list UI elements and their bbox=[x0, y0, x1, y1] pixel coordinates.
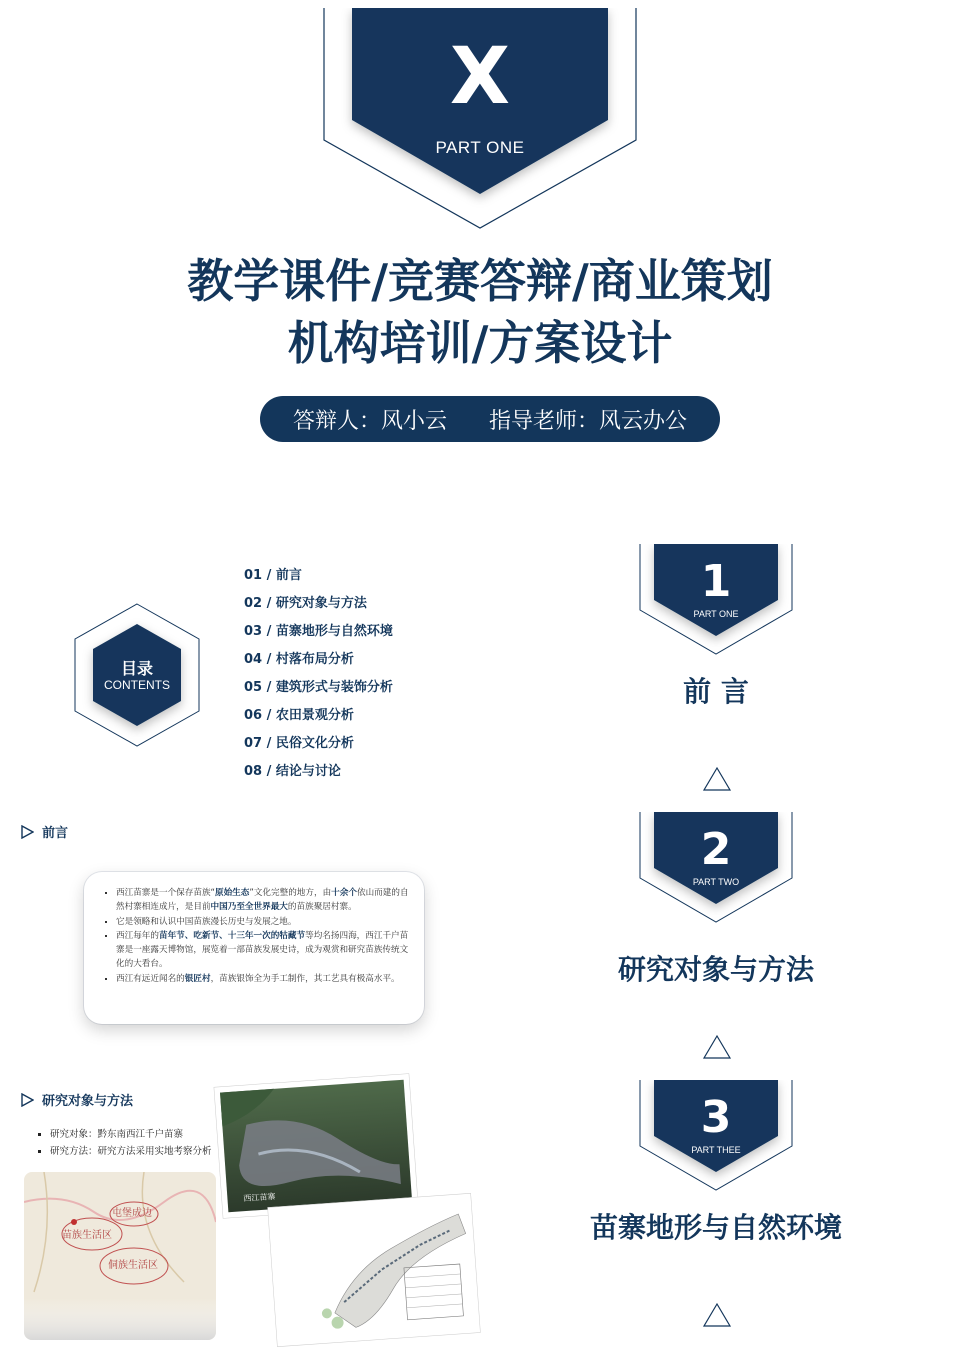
advisor-name: 指导老师：风云办公 bbox=[489, 408, 688, 434]
section-3-part: PART THEE bbox=[691, 1145, 741, 1155]
toc-item[interactable]: 07 / 民俗文化分析 bbox=[244, 736, 354, 751]
section-2-title: 研究对象与方法 bbox=[617, 953, 814, 986]
list-item: ▪ 西江苗寨是一个保存苗族“原始生态”文化完整的地方，由十余个依山而建的自然村寨相连成片，是目前中国乃至全世界最大的苗族聚居村寨。 bbox=[116, 886, 410, 915]
play-triangle-icon bbox=[20, 825, 34, 839]
toc-item[interactable]: 02 / 研究对象与方法 bbox=[244, 596, 367, 611]
intro-card bbox=[84, 872, 424, 1024]
section-1-part: PART ONE bbox=[693, 609, 739, 619]
aerial-village-photo bbox=[214, 1073, 419, 1218]
list-item: ▪ 西江每年的苗年节、吃新节、十三年一次的牯藏节等均名扬四海，西江千户苗寨是一座露天博物馆，展览着一部苗族发展史诗，成为观赏和研究苗族传统文化的大看台。 bbox=[116, 929, 410, 972]
photo-caption: 西江苗寨 bbox=[243, 1191, 276, 1204]
triangle-icon bbox=[702, 1302, 732, 1328]
toc-item[interactable]: 01 / 前言 bbox=[244, 568, 302, 583]
title-line-1: 教学课件/竞赛答辩/商业策划 bbox=[187, 254, 773, 308]
section-3-title: 苗寨地形与自然环境 bbox=[589, 1211, 842, 1244]
study-heading-label: 研究对象与方法 bbox=[42, 1094, 134, 1109]
toc-item[interactable]: 06 / 农田景观分析 bbox=[244, 708, 354, 723]
hero-part-label: PART ONE bbox=[435, 138, 525, 157]
intro-heading-label: 前言 bbox=[42, 826, 69, 841]
list-item: ▪ 研究对象：黔东南西江千户苗寨 bbox=[50, 1126, 212, 1143]
section-1-title: 前 言 bbox=[683, 675, 749, 708]
study-list bbox=[36, 1126, 212, 1160]
toc-item[interactable]: 05 / 建筑形式与装饰分析 bbox=[244, 680, 393, 695]
toc-item[interactable]: 08 / 结论与讨论 bbox=[244, 764, 341, 779]
presenter-pill bbox=[260, 396, 720, 442]
triangle-icon bbox=[702, 1034, 732, 1060]
section-1-number: 1 bbox=[700, 556, 732, 607]
title-line-2: 机构培训/方案设计 bbox=[287, 316, 673, 370]
section-2-part: PART TWO bbox=[692, 877, 740, 887]
hero-letter: X bbox=[449, 32, 511, 122]
intro-list bbox=[102, 886, 410, 986]
toc-item[interactable]: 04 / 村落布局分析 bbox=[244, 652, 354, 667]
contents-subtitle: CONTENTS bbox=[104, 678, 170, 692]
triangle-icon bbox=[702, 766, 732, 792]
list-item: ▪ 它是领略和认识中国苗族漫长历史与发展之地。 bbox=[116, 915, 410, 929]
toc-item[interactable]: 03 / 苗寨地形与自然环境 bbox=[244, 624, 393, 639]
section-2-number: 2 bbox=[700, 824, 732, 875]
table-of-contents bbox=[244, 566, 393, 790]
site-plan-image bbox=[267, 1193, 480, 1347]
play-triangle-icon bbox=[20, 1093, 34, 1107]
contents-title: 目录 bbox=[120, 659, 153, 678]
region-map-image bbox=[24, 1172, 216, 1340]
main-title bbox=[100, 250, 860, 374]
intro-heading bbox=[20, 822, 68, 841]
speaker-name: 答辩人：风小云 bbox=[292, 408, 447, 434]
study-heading bbox=[20, 1090, 133, 1109]
section-3-number: 3 bbox=[700, 1092, 732, 1143]
list-item: ▪ 西江有远近闻名的银匠村，苗族银饰全为手工制作，其工艺具有极高水平。 bbox=[116, 972, 410, 986]
list-item: ▪ 研究方法：研究方法采用实地考察分析 bbox=[50, 1143, 212, 1160]
